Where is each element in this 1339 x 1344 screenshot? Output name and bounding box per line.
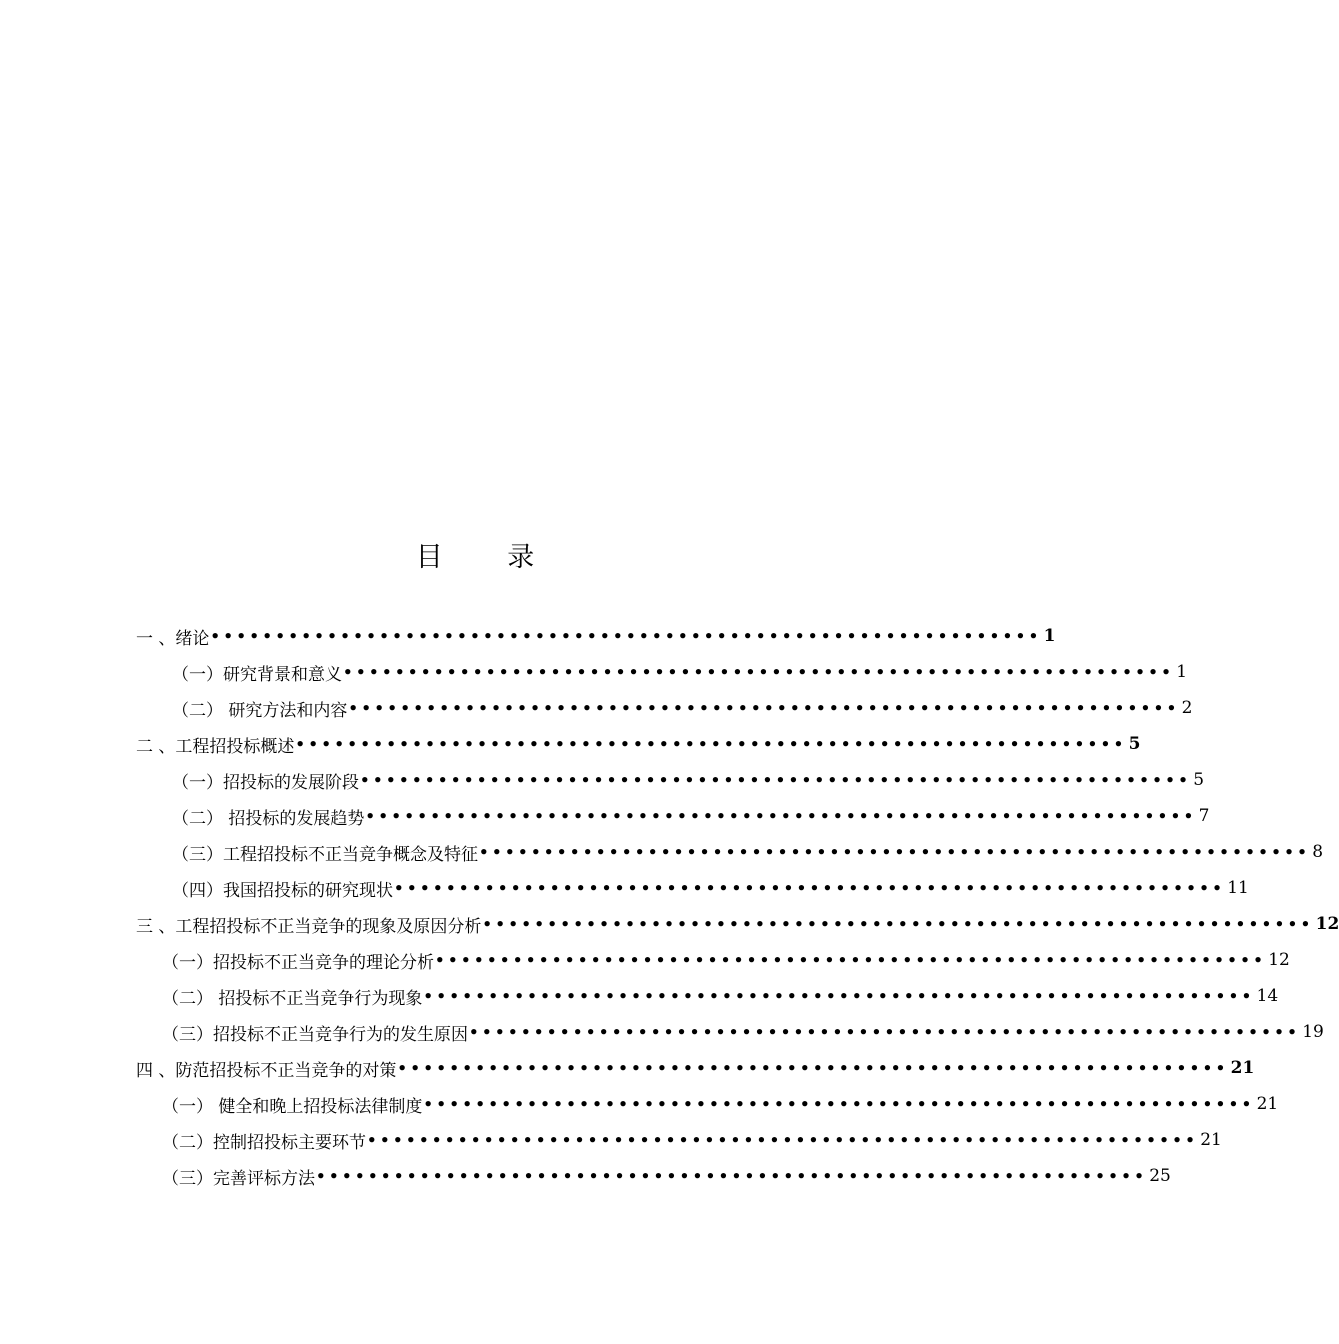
toc-leader-dots: •••••••••••••••••••••••••••••••••••••••••••••••••••••••••••••••• [423, 987, 1255, 1005]
toc-entry-label: （二） 研究方法和内容 [172, 700, 348, 721]
toc-leader-dots: •••••••••••••••••••••••••••••••••••••••••••••••••••••••••••••••• [479, 843, 1311, 861]
toc-entry-page: 12 [1315, 914, 1339, 934]
toc-entry-page: 21 [1256, 1094, 1279, 1114]
toc-leader-dots: •••••••••••••••••••••••••••••••••••••••••••••••••••••••••••••••• [435, 951, 1267, 969]
toc-leader-dots: •••••••••••••••••••••••••••••••••••••••••••••••••••••••••••••••• [367, 1131, 1199, 1149]
toc-entry[interactable] [162, 978, 1279, 1014]
toc-entry[interactable] [162, 1086, 1279, 1122]
toc-entry[interactable] [136, 1050, 1255, 1086]
toc-entry[interactable] [136, 906, 1339, 942]
toc-entry[interactable] [172, 690, 1193, 726]
toc-entry-label: 四 、防范招投标不正当竞争的对策 [136, 1060, 397, 1081]
toc-entry-page: 19 [1302, 1022, 1324, 1042]
toc-entry-page: 21 [1230, 1058, 1255, 1078]
toc-leader-dots: •••••••••••••••••••••••••••••••••••••••••••••••••••••••••••••••• [423, 1095, 1255, 1113]
toc-entry[interactable] [136, 618, 1056, 654]
toc-entry[interactable] [162, 942, 1290, 978]
toc-leader-dots: •••••••••••••••••••••••••••••••••••••••••••••••••••••••••••••••• [295, 735, 1127, 753]
toc-leader-dots: •••••••••••••••••••••••••••••••••••••••••••••••••••••••••••••••• [469, 1023, 1301, 1041]
toc-entry-page: 1 [1043, 626, 1056, 646]
toc-entry-page: 11 [1227, 878, 1249, 898]
toc-entry-label: （四）我国招投标的研究现状 [172, 880, 393, 901]
toc-leader-dots: •••••••••••••••••••••••••••••••••••••••••••••••••••••••••••••••• [360, 771, 1192, 789]
toc-entry-page: 8 [1312, 842, 1324, 862]
toc-entry-label: （一）招投标不正当竞争的理论分析 [162, 952, 434, 973]
toc-entry[interactable] [172, 798, 1210, 834]
toc-entry-label: 一 、绪论 [136, 628, 210, 649]
toc-entry-label: （一）研究背景和意义 [172, 664, 342, 685]
toc-entry-page: 25 [1149, 1166, 1171, 1186]
toc-entry-page: 14 [1256, 986, 1279, 1006]
toc-entry-label: 三 、工程招投标不正当竞争的现象及原因分析 [136, 916, 482, 937]
toc-entry-label: （二） 招投标的发展趋势 [172, 808, 365, 829]
toc-entry-label: 二 、工程招投标概述 [136, 736, 295, 757]
toc-entry-label: （一） 健全和晚上招投标法律制度 [162, 1096, 423, 1117]
toc-title: 目 录 [415, 542, 563, 573]
toc-entry-page: 7 [1198, 806, 1210, 826]
toc-entry-label: （二）控制招投标主要环节 [162, 1132, 366, 1153]
toc-leader-dots: •••••••••••••••••••••••••••••••••••••••••••••••••••••••••••••••• [316, 1167, 1148, 1185]
toc-entry-page: 21 [1200, 1130, 1222, 1150]
toc-leader-dots: •••••••••••••••••••••••••••••••••••••••••••••••••••••••••••••••• [343, 663, 1175, 681]
toc-leader-dots: •••••••••••••••••••••••••••••••••••••••••••••••••••••••••••••••• [394, 879, 1226, 897]
toc-entry-label: （二） 招投标不正当竞争行为现象 [162, 988, 423, 1009]
toc-leader-dots: •••••••••••••••••••••••••••••••••••••••••••••••••••••••••••••••• [397, 1059, 1229, 1077]
toc-entry[interactable] [172, 654, 1188, 690]
toc-entry[interactable] [162, 1014, 1324, 1050]
toc-leader-dots: •••••••••••••••••••••••••••••••••••••••••••••••••••••••••••••••• [482, 915, 1314, 933]
toc-entry[interactable] [136, 726, 1141, 762]
toc-entry-label: （三）招投标不正当竞争行为的发生原因 [162, 1024, 468, 1045]
toc-leader-dots: •••••••••••••••••••••••••••••••••••••••••••••••••••••••••••••••• [210, 627, 1042, 645]
toc-entry-page: 1 [1176, 662, 1188, 682]
toc-entry[interactable] [172, 762, 1205, 798]
toc-leader-dots: •••••••••••••••••••••••••••••••••••••••••••••••••••••••••••••••• [348, 699, 1180, 717]
toc-entry[interactable] [172, 834, 1324, 870]
toc-entry[interactable] [162, 1122, 1222, 1158]
toc-entry[interactable] [172, 870, 1249, 906]
toc-entry-label: （三）工程招投标不正当竞争概念及特征 [172, 844, 478, 865]
toc-entry-page: 5 [1193, 770, 1205, 790]
toc-entry-label: （一）招投标的发展阶段 [172, 772, 359, 793]
toc-entry[interactable] [162, 1158, 1171, 1194]
toc-entry-page: 2 [1181, 698, 1193, 718]
toc-entry-page: 5 [1128, 734, 1141, 754]
toc-entry-page: 12 [1268, 950, 1290, 970]
toc-entry-label: （三）完善评标方法 [162, 1168, 315, 1189]
toc-leader-dots: •••••••••••••••••••••••••••••••••••••••••••••••••••••••••••••••• [365, 807, 1197, 825]
